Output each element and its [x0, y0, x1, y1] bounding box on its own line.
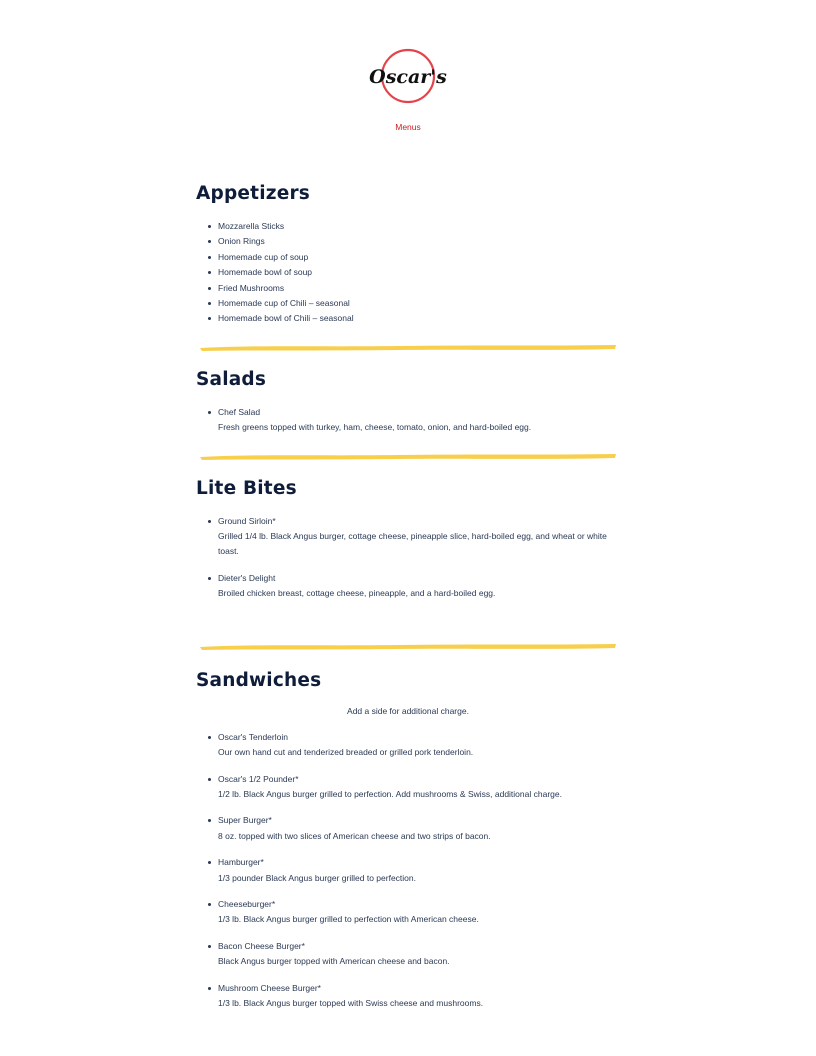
list-item: Homemade cup of Chili – seasonal	[218, 296, 620, 311]
brush-divider	[198, 343, 618, 353]
salads-section	[196, 367, 620, 436]
oscars-logo[interactable]	[369, 46, 447, 106]
menus-link[interactable]: Menus	[395, 122, 421, 132]
lite-bites-section	[196, 476, 620, 602]
salads-list	[196, 405, 620, 436]
list-item: Homemade bowl of Chili – seasonal	[218, 311, 620, 326]
list-item: Hamburger* 1/3 pounder Black Angus burger grilled to perfection.	[218, 855, 620, 886]
site-header	[0, 0, 816, 135]
sandwiches-section	[196, 668, 620, 1012]
list-item: Ground Sirloin* Grilled 1/4 lb. Black Angus burger, cottage cheese, pineapple slice, hard-boiled egg, and wheat or white toast.	[218, 514, 620, 560]
appetizers-list	[196, 219, 620, 327]
list-item: Bacon Cheese Burger* Black Angus burger topped with American cheese and bacon.	[218, 939, 620, 970]
list-item: Cheeseburger* 1/3 lb. Black Angus burger grilled to perfection with American cheese.	[218, 897, 620, 928]
list-item: Homemade cup of soup	[218, 250, 620, 265]
list-item: Oscar's 1/2 Pounder* 1/2 lb. Black Angus burger grilled to perfection. Add mushrooms & Swiss, additional charge.	[218, 772, 620, 803]
list-item: Oscar's Tenderloin Our own hand cut and tenderized breaded or grilled pork tenderloin.	[218, 730, 620, 761]
salads-heading: Salads	[196, 368, 267, 390]
appetizers-section	[196, 181, 620, 327]
lite-bites-heading: Lite Bites	[196, 477, 297, 499]
sandwiches-note: Add a side for additional charge.	[347, 705, 469, 716]
logo-text: Oscar's	[369, 66, 447, 88]
list-item: Fried Mushrooms	[218, 281, 620, 296]
list-item: Chef Salad Fresh greens topped with turkey, ham, cheese, tomato, onion, and hard-boiled egg.	[218, 405, 620, 436]
appetizers-heading: Appetizers	[196, 183, 310, 204]
list-item: Onion Rings	[218, 234, 620, 249]
list-item: Mozzarella Sticks	[218, 219, 620, 234]
brush-divider	[198, 452, 618, 462]
menu-content	[196, 181, 620, 1011]
list-item: Dieter's Delight Broiled chicken breast, cottage cheese, pineapple, and a hard-boiled egg.	[218, 571, 620, 602]
lite-bites-list	[196, 514, 620, 602]
brush-divider	[198, 642, 618, 652]
sandwiches-heading: Sandwiches	[196, 669, 322, 691]
sandwiches-list	[196, 730, 620, 1012]
list-item: Super Burger* 8 oz. topped with two slices of American cheese and two strips of bacon.	[218, 813, 620, 844]
list-item: Mushroom Cheese Burger* 1/3 lb. Black Angus burger topped with Swiss cheese and mushrooms.	[218, 981, 620, 1012]
list-item: Homemade bowl of soup	[218, 265, 620, 280]
